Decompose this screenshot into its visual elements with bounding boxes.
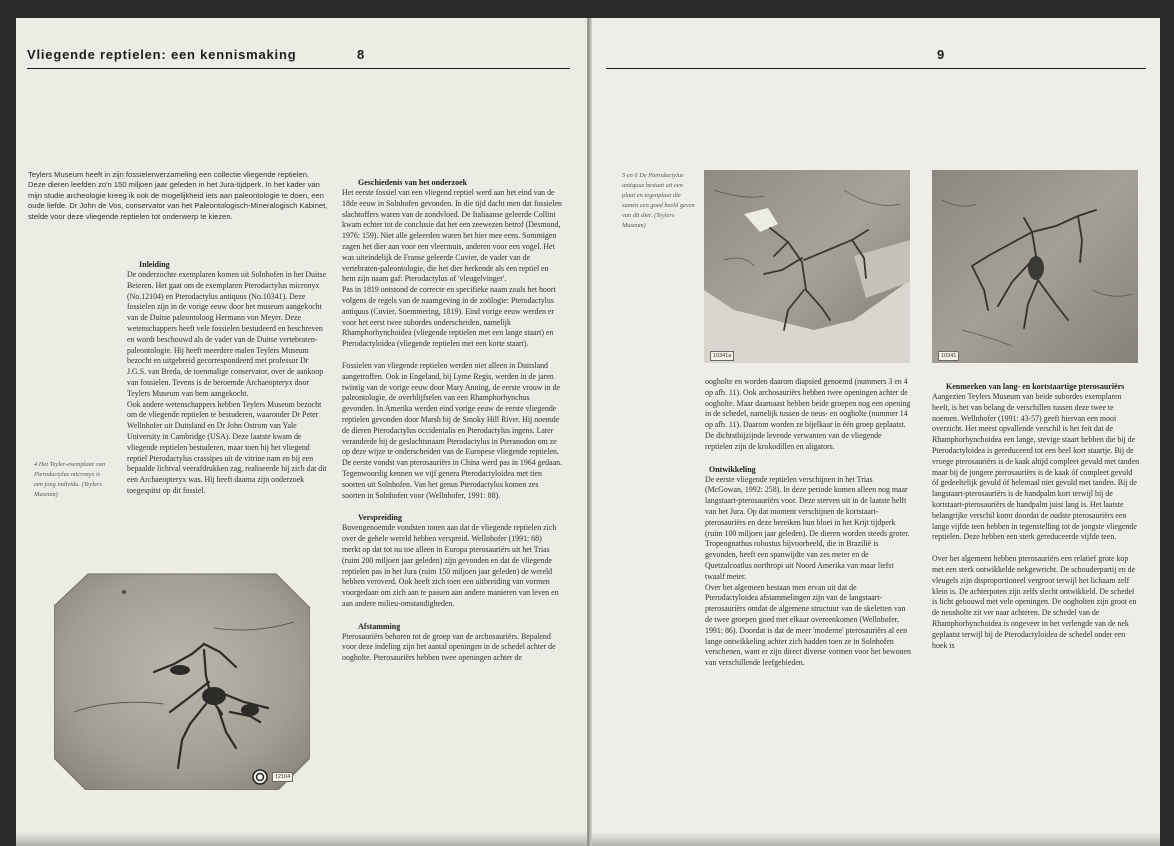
page-number-left: 8 <box>357 47 365 62</box>
specimen-label: 10341 <box>938 351 959 361</box>
heading-afstamming: Afstamming <box>358 621 401 631</box>
paragraph: Bovengenoemde vondsten tonen aan dat de vliegende reptielen zich over de gehele wereld hebben verspreid. Wellnhofer (1991: 68) merkt op dat tot nu toe alleen in Europa pterosauriërs uit het Trias (ruim 200 miljoen jaar geleden) zijn gevonden en dat de vliegende reptielen pas in het Jura (ruim 150 miljoen jaar geleden) de wereld hebben veroverd. Ook heeft zich toen een uitbreiding van vormen voorgedaan om zich aan te passen aan andere manieren van leven en aan andere milieu-omstandigheden. <box>342 523 559 608</box>
figure-caption-5-6: 5 en 6 De Pterodactylus antiquus bestaat uit een plaat en tegenplaat die samen een goed beeld geven van dit dier. (Teylers Museum) <box>622 172 695 229</box>
right-page <box>592 18 1160 846</box>
fossil-photo-micronyx <box>54 572 310 790</box>
paragraph: De eerste vliegende reptielen verschijnen in het Trias (McGowan, 1992: 258). In deze periode komen alleen nog maar langstaart-pterosauriërs voor. Deze sterven uit in de laatste helft van het Jura. Op dat moment verschijnen de kortstaart-pterosauriërs en deze bereiken hun bloei in het Krijt tijdperk (ruim 100 miljoen jaar geleden). De dieren worden steeds groter. Tropeognathus robustus bijvoorbeeld, die in Brazilië is gevonden, heeft een spanwijdte van zes meter en de Quetzalcoatlus northropi uit Noord Amerika van maar liefst twaalf meter. <box>705 474 910 581</box>
page-shadow <box>592 832 1160 846</box>
fossil-plate-image <box>54 572 310 790</box>
fossil-slab-image-a <box>704 170 910 363</box>
intro-paragraph: Teylers Museum heeft in zijn fossielenverzameling een collectie vliegende reptielen. Deze dieren leefden zo'n 150 miljoen jaar geleden in het Jura-tijdperk. In het kader van mijn studie archeologie kreeg ik ook de mogelijkheid iets aan paleontologie te doen, een oude liefde. Dr John de Vos, conservator van het Paleontologisch-Mineralogisch Kabinet, stelde voor deze vliegende reptielen tot onderwerp te kiezen. <box>28 170 328 221</box>
column-right-outer <box>932 381 1140 662</box>
paragraph: Aangezien Teylers Museum van beide subordes exemplaren heeft, is het van belang de verschillen tussen deze twee te noemen. Wellnhofer (1991: 43-57) geeft hiervan een mooi overzicht. Het meest opvallende verschil is het feit dat de Rhamphorhynchoidea een lange, stevige staart hebben die bij de Pterodactyloidea is gereduceerd tot een heel kort staartje. Bij de vroege pterosauriërs is de kaak altijd compleet gevuld met tanden maar bij de jongere pterosauriërs is de kaak óf compleet gevuld óf gedeeltelijk gevuld óf helemaal niet gevuld met tanden. Bij de langstaart-pterosauriërs is de handpalm kort terwijl bij de kortstaart-pterosauriërs de handpalm juist lang is. Het laatste belangrijke verschil komt doordat de oudste pterosauriërs een lange vijfde teen hebben in tegenstelling tot de jongste vliegende reptielen. Deze hebben een sterk gereduceerde vijfde teen. <box>932 392 1140 542</box>
paragraph: Pterosauriërs behoren tot de groep van de archosauriërs. Bepalend voor deze indeling zijn het aantal openingen in de schedel achter de oogholte. Pterosauriërs hebben twee openingen achter de <box>342 631 556 663</box>
heading-verspreiding: Verspreiding <box>358 513 403 523</box>
running-head <box>27 47 570 69</box>
paragraph: Over het algemeen bestaan men ervan uit dat de Pterodactyloidea afstammelingen zijn van de langstaart-pterosauriërs omdat de algemene structuur van de skeletten van de twee groepen goed met elkaar overeenkomen (Wellnhofer, 1991: 86). Doordat is dat de meer 'moderne' pterosauriërs al een lange ontwikkeling achter zich hadden toen ze in Solnhofen verschenen, want er zijn direct diverse vormen voor het bewonen van verschillende leefgebieden. <box>705 582 911 668</box>
heading-inleiding: Inleiding <box>139 260 170 269</box>
figure-caption-4: 4 Het Teyler-exemplaar van Pterodactylus micronyx is een jong individu. (Teylers Museum) <box>34 461 106 498</box>
fossil-photo-antiquus-b <box>932 170 1138 363</box>
paragraph: De onderzochte exemplaren komen uit Solnhofen in het Duitse Beieren. Het gaat om de exemplaren Pterodactylus micronyx (No.12104) en Pterodactylus antiquus (No.10341). Deze fossielen zijn in de vorige eeuw door het museum aangekocht van de Duitse paleontoloog Hermann von Meyer. Deze wetenschappers heeft vele fossielen bestudeerd en beschreven en wordt beschouwd als de vader van de Duitse vertebraten-paleontologie. Hij heeft meerdere malen Teylers Museum bezocht en uitgebreid gecorrespondeerd met professor Dr J.G.S. van Breda, de toenmalige conservator, over de aankoop van fossielen. Tevens is de beroemde Archaeopteryx door Teylers Museum van hem aangekocht. <box>127 270 326 398</box>
heading-kenmerken: Kenmerken van lang- en kortstaartige pterosauriërs <box>946 382 1125 391</box>
paragraph: Over het algemeen hebben pterosauriërs een relatief grote kop met een sterk ontwikkelde nekgewricht. De schouderpartij en de vleugels zijn disproportioneel vergroot terwijl het lichaam zelf klein is. De achterpoten zijn zelfs slecht ontwikkeld. De schedel is licht gebouwd met vele openingen. De oogholten zijn groot en de neusholte zit ver naar achteren. De schedel van de Rhamphorhynchoidea is ongeveer in het verlengde van de nek geplaatst terwijl bij de Pterodactyloidea de schedel onder een hoek is <box>932 554 1137 650</box>
running-head-right <box>606 47 1146 69</box>
paragraph: Ook andere wetenschappers hebben Teylers Museum bezocht om de vliegende reptielen te bestuderen, waaronder Dr Peter Wellnhofer uit Duitsland en Dr John Ostrom van Yale University in Cambridge (USA). Deze laatste kwam de vliegende reptielen bestuderen, maar toen hij het vliegend reptiel Pterodactylus crassipes uit de vitrine nam en bij een bepaalde lichtval veerafdrukken zag, realiseerde hij zich dat dit een Archaeopteryx was. Hij heeft daarna zijn onderzoek toegespitst op dit fossiel. <box>127 399 327 495</box>
fossil-photo-antiquus-a <box>704 170 910 363</box>
paragraph: oogholte en worden daarom diapsied genoemd (nummers 3 en 4 op afb. 11). Ook archosauriërs hebben twee openingen achter de oogholte. Maar daarnaast hebben beide groepen nog een opening in de schedel, namelijk tussen de neus- en oogholte (nummer 14 op afb. 11). Daarom worden ze bijelkaar in één groep geplaatst. De dichtstbijzijnde levende verwanten van de vliegende reptielen zijn de krokodillen en aligators. <box>705 377 911 451</box>
column-inleiding <box>127 259 328 508</box>
specimen-label: 10341a <box>710 351 734 361</box>
left-page <box>16 18 587 846</box>
column-geschiedenis <box>342 177 562 675</box>
running-title: Vliegende reptielen: een kennismaking <box>27 47 297 62</box>
fossil-slab-image-b <box>932 170 1138 363</box>
heading-ontwikkeling: Ontwikkeling <box>709 464 756 474</box>
paragraph: Fossielen van vliegende reptielen werden niet alleen in Duitsland aangetroffen. Ook in Engeland, bij Lyme Regis, werden in de jaren twintig van de vorige eeuw door Mary Anning, de eerste vrouw in de paleontologie, de overblijfselen van een Rhamphorhynchus gevonden. In Amerika werden eind vorige eeuw de eerste vliegende reptielen gevonden door Marsh bij de Smoky Hill River. Hij noemde de dieren Pterodactylus occidentalis en Pterodactylus ingens. Later veranderde hij de geslachtsnaam Pterodactylus in Pteranodon om ze op deze wijze te onderscheiden van de Europese vliegende reptielen. <box>342 360 561 457</box>
paragraph: Het eerste fossiel van een vliegend reptiel werd aan het eind van de 18de eeuw in Solnhofen gevonden. In die tijd dacht men dat fossielen slachtoffers waren van de zondvloed. De Italiaanse geleerde Collini kwam echter tot de conclusie dat het een zeewezen betrof (Desmond, 1976: 159). Niet alle geleerden waren het hier mee eens. Sommigen zagen het dier aan voor een vleermuis, anderen voor een vogel. Het was uiteindelijk de Franse geleerde Cuvier, de vader van de vertebraten-paleontologie, die het dier herkende als een reptiel en hem zijn naam gaf: Pterodactylus of 'vleugelvinger'. <box>342 188 563 284</box>
column-right-inner <box>705 377 911 680</box>
page-number-right: 9 <box>937 47 945 62</box>
page-shadow <box>16 832 587 846</box>
specimen-label: 12104 <box>272 772 293 782</box>
paragraph: De eerste vondst van pterosauriërs in China werd pas in 1964 gedaan. Tegenwoordig kennen we vijf genera Pterodactyloidea met tien soorten uit Solnhofen. Van het genus Pterodactylus komen zes soorten in Solnhofen voor (Wellnhofer, 1991: 88). <box>342 458 562 500</box>
paragraph: Pas in 1819 ontstond de correcte en specifieke naam zoals het hoort volgens de regels van de naamgeving in de zoölogie: Pterodactylus antiquus (Cuvier, Soemmering, 1819). Eind vorige eeuw werden er voor het eerst twee subordes onderscheiden, namelijk Rhamphorhynchoidea (vliegende reptielen met een lange staart) en Pterodactyloidea (vliegende reptielen met een korte staart). <box>342 285 556 349</box>
heading-geschiedenis: Geschiedenis van het onderzoek <box>358 178 468 187</box>
